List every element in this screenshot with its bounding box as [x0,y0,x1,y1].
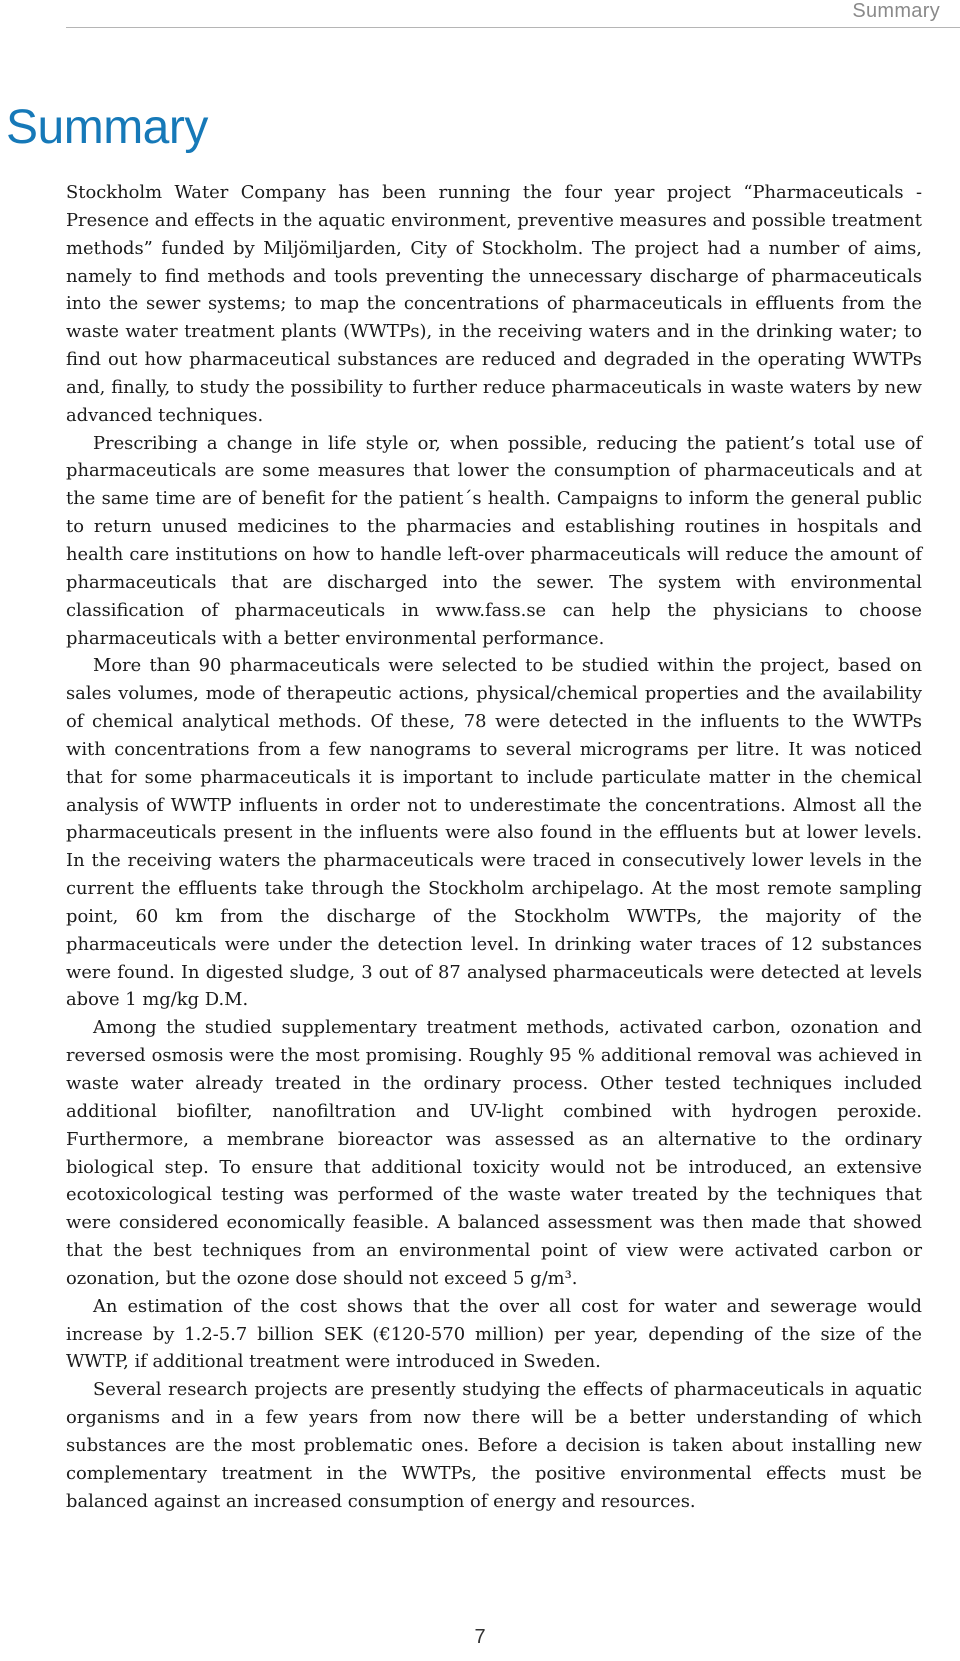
body-text [66,179,922,1516]
page-number: 7 [474,1626,486,1648]
paragraph-6: Several research projects are presently studying the effects of pharmaceuticals in aquatic organisms and in a few years from now there will be a better understanding of which substances are the most problematic ones. Before a decision is taken about installing new complementary treatment in the WWTPs, the positive environmental effects must be balanced against an increased consumption of energy and resources. [66,1379,922,1512]
page-title: Summary [6,101,208,154]
paragraph-2: Prescribing a change in life style or, when possible, reducing the patient’s total use of pharmaceuticals are some measures that lower the consumption of pharmaceuticals and at the same time are of benefit for the patient´s health. Campaigns to inform the general public to return unused medicines to the pharmacies and establishing routines in hospitals and health care institutions on how to handle left-over pharmaceuticals will reduce the amount of pharmaceuticals that are discharged into the sewer. The system with environmental classification of pharmaceuticals in www.fass.se can help the physicians to choose pharmaceuticals with a better environmental performance. [66,432,922,649]
paragraph-5: An estimation of the cost shows that the over all cost for water and sewerage would increase by 1.2-5.7 billion SEK (€120-570 million) per year, depending of the size of the WWTP, if additional treatment were introduced in Sweden. [66,1295,922,1373]
header-rule [66,27,960,28]
running-header [0,0,960,30]
paragraph-3: More than 90 pharmaceuticals were selected to be studied within the project, based on sales volumes, mode of therapeutic actions, physical/chemical properties and the availability of chemical analytical methods. Of these, 78 were detected in the influents to the WWTPs with concentrations from a few nanograms to several micrograms per litre. It was noticed that for some pharmaceuticals it is important to include particulate matter in the chemical analysis of WWTP influents in order not to underestimate the concentrations. Almost all the pharmaceuticals present in the influents were also found in the effluents but at lower levels. In the receiving waters the pharmaceuticals were traced in consecutively lower levels in the current the effluents take through the Stockholm archipelago. At the most remote sampling point, 60 km from the discharge of the Stockholm WWTPs, the majority of the pharmaceuticals were under the detection level. In drinking water traces of 12 substances were found. In digested sludge, 3 out of 87 analysed pharmaceuticals were detected at levels above 1 mg/kg D.M. [66,655,922,1011]
running-header-title: Summary [852,0,940,22]
paragraph-1: Stockholm Water Company has been running the four year project “Pharmaceuticals - Presence and effects in the aquatic environment, preventive measures and possible treatment methods” funded by Miljömiljarden, City of Stockholm. The project had a number of aims, namely to find methods and tools preventing the unnecessary discharge of pharmaceuticals into the sewer systems; to map the concentrations of pharmaceuticals in effluents from the waste water treatment plants (WWTPs), in the receiving waters and in the drinking water; to find out how pharmaceutical substances are reduced and degraded in the operating WWTPs and, finally, to study the possibility to further reduce pharmaceuticals in waste waters by new advanced techniques. [66,182,922,426]
paragraph-4: Among the studied supplementary treatment methods, activated carbon, ozonation and reversed osmosis were the most promising. Roughly 95 % additional removal was achieved in waste water already treated in the ordinary process. Other tested techniques included additional biofilter, nanofiltration and UV-light combined with hydrogen peroxide. Furthermore, a membrane bioreactor was assessed as an alternative to the ordinary biological step. To ensure that additional toxicity would not be introduced, an extensive ecotoxicological testing was performed of the waste water treated by the techniques that were considered economically feasible. A balanced assessment was then made that showed that the best techniques from an environmental point of view were activated carbon or ozonation, but the ozone dose should not exceed 5 g/m³. [66,1017,922,1289]
